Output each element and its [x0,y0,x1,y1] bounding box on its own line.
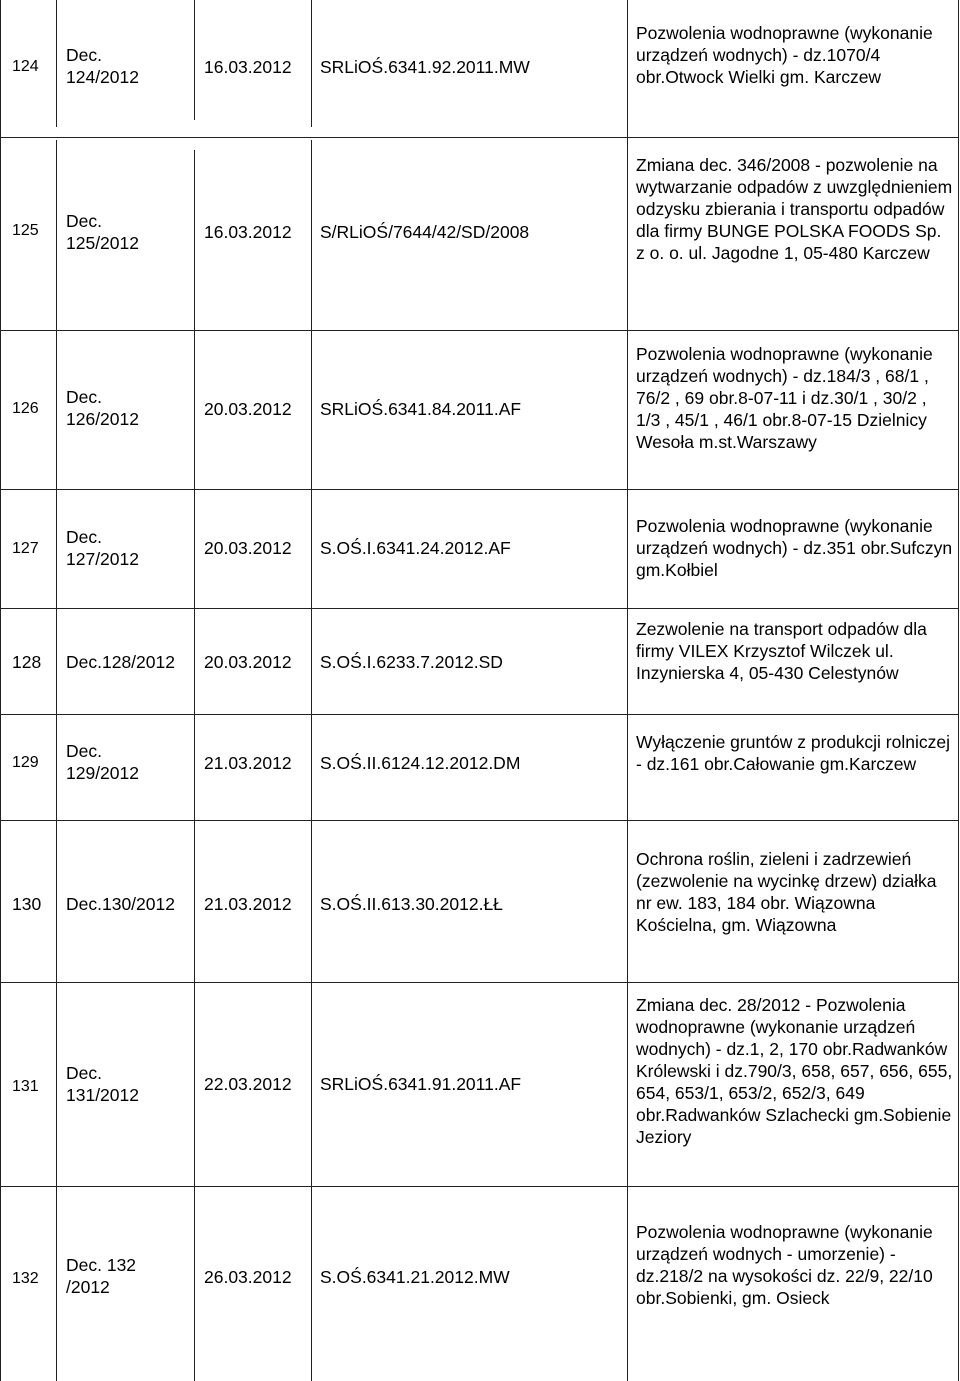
row-130-reference: S.OŚ.II.613.30.2012.ŁŁ [320,894,503,914]
row-128-decision: Dec.128/2012 [66,652,175,672]
row-127-number: 127 [12,540,39,557]
row-128-date: 20.03.2012 [204,652,292,672]
row-124-reference: SRLiOŚ.6341.92.2011.MW [320,57,530,77]
row-125-decision: Dec. 125/2012 [66,211,139,253]
row-132-date: 26.03.2012 [204,1267,292,1287]
row-131-number: 131 [12,1078,39,1095]
row-131-reference: SRLiOŚ.6341.91.2011.AF [320,1074,522,1094]
row-124-decision: Dec. 124/2012 [66,45,139,87]
row-126-description: Pozwolenia wodnoprawne (wykonanie urządzeń wodnych) - dz.184/3 , 68/1 , 76/2 , 69 obr.8-07-11 i dz.30/1 , 30/2 , 1/3 , 45/1 , 46/1 obr.8-07-15 Dzielnicy Wesoła m.st.Warszawy [636,344,933,452]
row-127-decision: Dec. 127/2012 [66,527,139,569]
row-124-description: Pozwolenia wodnoprawne (wykonanie urządzeń wodnych) - dz.1070/4 obr.Otwock Wielki gm. Karczew [636,23,933,87]
row-125-number: 125 [12,222,39,239]
row-129-decision: Dec. 129/2012 [66,741,139,783]
row-127-date: 20.03.2012 [204,538,292,558]
row-126-reference: SRLiOŚ.6341.84.2011.AF [320,399,522,419]
row-125-description: Zmiana dec. 346/2008 - pozwolenie na wytwarzanie odpadów z uwzględnieniem odzysku zbierania i transportu odpadów dla firmy BUNGE POLSKA FOODS Sp. z o. o. ul. Jagodne 1, 05-480 Karczew [636,155,953,263]
row-130-decision: Dec.130/2012 [66,894,175,914]
row-130-number: 130 [12,894,42,914]
row-131-date: 22.03.2012 [204,1074,292,1094]
row-124-number: 124 [12,58,39,75]
row-126-number: 126 [12,400,39,417]
row-132-description: Pozwolenia wodnoprawne (wykonanie urządzeń wodnych - umorzenie) - dz.218/2 na wysokości dz. 22/9, 22/10 obr.Sobienki, gm. Osieck [636,1222,933,1308]
row-124-date: 16.03.2012 [204,57,292,77]
row-125-date: 16.03.2012 [204,222,292,242]
row-132-decision: Dec. 132 /2012 [66,1255,137,1297]
row-128-number: 128 [12,652,42,672]
row-130-date: 21.03.2012 [204,894,292,914]
row-129-description: Wyłączenie gruntów z produkcji rolniczej - dz.161 obr.Całowanie gm.Karczew [636,732,951,774]
row-131-description: Zmiana dec. 28/2012 - Pozwolenia wodnoprawne (wykonanie urządzeń wodnych) - dz.1, 2, 170 obr.Radwanków Królewski i dz.790/3, 658, 657, 656, 655, 654, 653/1, 653/2, 652/3, 649 obr.Radwanków Szlachecki gm.Sobienie Jeziory [636,995,953,1147]
row-127-description: Pozwolenia wodnoprawne (wykonanie urządzeń wodnych) - dz.351 obr.Sufczyn gm.Kołbiel [636,516,953,580]
row-129-number: 129 [12,754,39,771]
row-131-decision: Dec. 131/2012 [66,1063,139,1105]
row-130-description: Ochrona roślin, zieleni i zadrzewień (zezwolenie na wycinkę drzew) działka nr ew. 183, 184 obr. Wiązowna Kościelna, gm. Wiązowna [636,849,937,935]
row-129-date: 21.03.2012 [204,753,292,773]
row-127-reference: S.OŚ.I.6341.24.2012.AF [320,538,511,558]
row-128-reference: S.OŚ.I.6233.7.2012.SD [320,652,503,672]
row-128-description: Zezwolenie na transport odpadów dla firmy VILEX Krzysztof Wilczek ul. Inzynierska 4, 05-430 Celestynów [636,619,927,683]
row-125-reference: S/RLiOŚ/7644/42/SD/2008 [320,222,530,242]
row-132-number: 132 [12,1270,39,1287]
row-129-reference: S.OŚ.II.6124.12.2012.DM [320,753,521,773]
row-126-date: 20.03.2012 [204,399,292,419]
row-126-decision: Dec. 126/2012 [66,387,139,429]
row-132-reference: S.OŚ.6341.21.2012.MW [320,1267,510,1287]
